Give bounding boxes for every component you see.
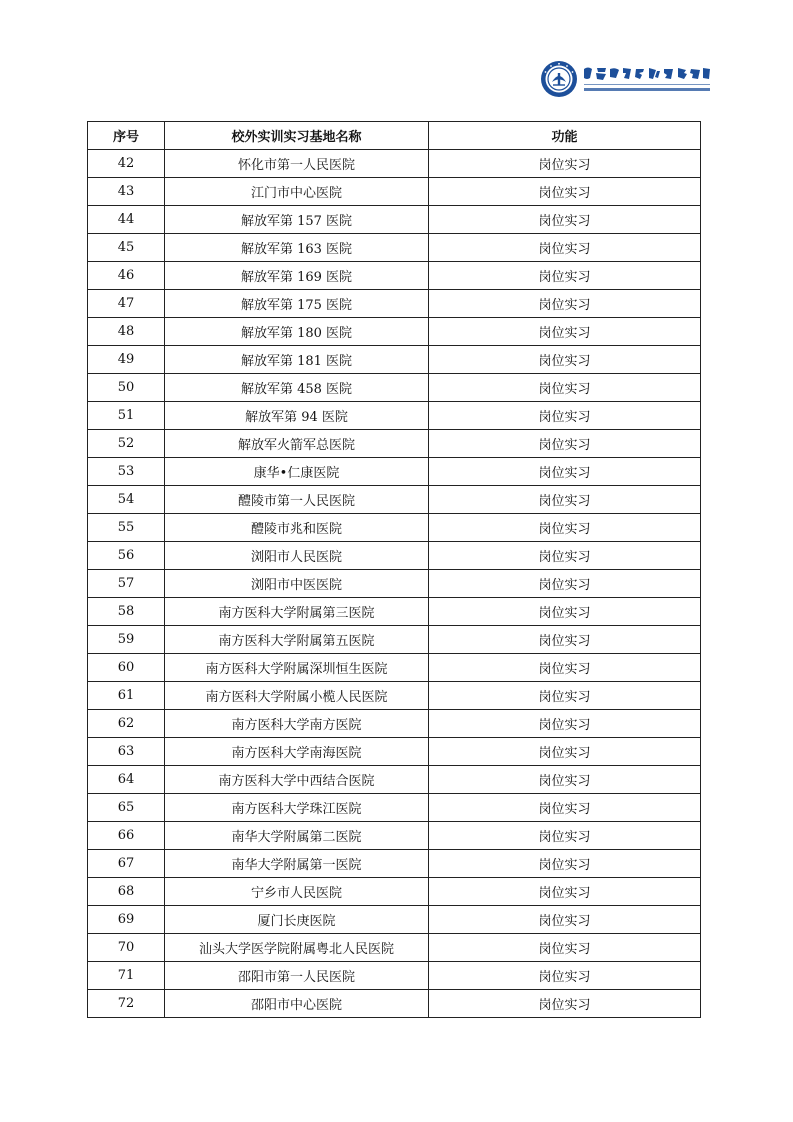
college-logo: [540, 60, 710, 100]
college-seal-icon: [540, 60, 578, 98]
table-row: [88, 822, 701, 850]
row-base-name-cell: 解放军第 175 医院: [165, 290, 429, 318]
table-row: [88, 794, 701, 822]
table-row: [88, 346, 701, 374]
row-base-name-cell: 宁乡市人民医院: [165, 878, 429, 906]
row-base-name-cell: 解放军第 157 医院: [165, 206, 429, 234]
row-base-name-cell: 醴陵市兆和医院: [165, 514, 429, 542]
row-base-name-cell: 南方医科大学中西结合医院: [165, 766, 429, 794]
row-base-name-cell: 南方医科大学南方医院: [165, 710, 429, 738]
row-index-cell: 60: [88, 654, 165, 682]
row-base-name-cell: 南方医科大学南海医院: [165, 738, 429, 766]
table-row: [88, 850, 701, 878]
row-function-cell: 岗位实习: [429, 570, 701, 598]
row-base-name-cell: 邵阳市中心医院: [165, 990, 429, 1018]
row-base-name-cell: 南华大学附属第一医院: [165, 850, 429, 878]
table-row: [88, 178, 701, 206]
table-row: [88, 738, 701, 766]
row-index-cell: 43: [88, 178, 165, 206]
table-row: [88, 934, 701, 962]
row-index-cell: 58: [88, 598, 165, 626]
row-index-cell: 57: [88, 570, 165, 598]
row-function-cell: 岗位实习: [429, 150, 701, 178]
row-function-cell: 岗位实习: [429, 318, 701, 346]
row-function-cell: 岗位实习: [429, 514, 701, 542]
table-row: [88, 766, 701, 794]
row-function-cell: 岗位实习: [429, 794, 701, 822]
row-base-name-cell: 南华大学附属第二医院: [165, 822, 429, 850]
table-row: [88, 570, 701, 598]
row-base-name-cell: 南方医科大学附属第三医院: [165, 598, 429, 626]
table-row: [88, 430, 701, 458]
row-function-cell: 岗位实习: [429, 430, 701, 458]
row-function-cell: 岗位实习: [429, 822, 701, 850]
row-function-cell: 岗位实习: [429, 934, 701, 962]
table-row: [88, 486, 701, 514]
row-index-cell: 71: [88, 962, 165, 990]
table-row: [88, 206, 701, 234]
row-base-name-cell: 南方医科大学附属小榄人民医院: [165, 682, 429, 710]
row-function-cell: 岗位实习: [429, 402, 701, 430]
row-index-cell: 64: [88, 766, 165, 794]
row-index-cell: 55: [88, 514, 165, 542]
table-row: [88, 962, 701, 990]
table-row: [88, 906, 701, 934]
row-function-cell: 岗位实习: [429, 206, 701, 234]
row-function-cell: 岗位实习: [429, 682, 701, 710]
table-row: [88, 374, 701, 402]
row-base-name-cell: 解放军第 163 医院: [165, 234, 429, 262]
row-index-cell: 49: [88, 346, 165, 374]
row-index-cell: 48: [88, 318, 165, 346]
row-index-cell: 56: [88, 542, 165, 570]
row-index-cell: 50: [88, 374, 165, 402]
row-function-cell: 岗位实习: [429, 178, 701, 206]
row-base-name-cell: 醴陵市第一人民医院: [165, 486, 429, 514]
row-function-cell: 岗位实习: [429, 878, 701, 906]
table-row: [88, 234, 701, 262]
row-index-cell: 68: [88, 878, 165, 906]
row-function-cell: 岗位实习: [429, 262, 701, 290]
table-row: [88, 514, 701, 542]
row-function-cell: 岗位实习: [429, 486, 701, 514]
row-base-name-cell: 解放军第 458 医院: [165, 374, 429, 402]
header-index: 序号: [88, 122, 165, 150]
table-row: [88, 626, 701, 654]
table-row: [88, 542, 701, 570]
row-index-cell: 65: [88, 794, 165, 822]
row-base-name-cell: 汕头大学医学院附属粤北人民医院: [165, 934, 429, 962]
row-function-cell: 岗位实习: [429, 598, 701, 626]
table-row: [88, 710, 701, 738]
row-base-name-cell: 解放军第 180 医院: [165, 318, 429, 346]
row-index-cell: 61: [88, 682, 165, 710]
row-function-cell: 岗位实习: [429, 346, 701, 374]
row-function-cell: 岗位实习: [429, 458, 701, 486]
row-base-name-cell: 浏阳市人民医院: [165, 542, 429, 570]
table-row: [88, 318, 701, 346]
row-index-cell: 70: [88, 934, 165, 962]
row-function-cell: 岗位实习: [429, 374, 701, 402]
table-row: [88, 458, 701, 486]
row-function-cell: 岗位实习: [429, 542, 701, 570]
table-row: [88, 654, 701, 682]
row-index-cell: 69: [88, 906, 165, 934]
table-row: [88, 290, 701, 318]
table-row: [88, 878, 701, 906]
table-row: [88, 150, 701, 178]
header-function: 功能: [429, 122, 701, 150]
row-index-cell: 45: [88, 234, 165, 262]
table-row: [88, 682, 701, 710]
row-base-name-cell: 南方医科大学附属第五医院: [165, 626, 429, 654]
row-index-cell: 46: [88, 262, 165, 290]
row-function-cell: 岗位实习: [429, 962, 701, 990]
table-row: [88, 990, 701, 1018]
row-base-name-cell: 邵阳市第一人民医院: [165, 962, 429, 990]
row-index-cell: 66: [88, 822, 165, 850]
row-index-cell: 53: [88, 458, 165, 486]
header-base-name: 校外实训实习基地名称: [165, 122, 429, 150]
row-function-cell: 岗位实习: [429, 234, 701, 262]
row-function-cell: 岗位实习: [429, 906, 701, 934]
row-function-cell: 岗位实习: [429, 654, 701, 682]
row-index-cell: 42: [88, 150, 165, 178]
row-index-cell: 62: [88, 710, 165, 738]
row-function-cell: 岗位实习: [429, 766, 701, 794]
row-index-cell: 67: [88, 850, 165, 878]
row-base-name-cell: 怀化市第一人民医院: [165, 150, 429, 178]
row-function-cell: 岗位实习: [429, 710, 701, 738]
row-base-name-cell: 解放军第 94 医院: [165, 402, 429, 430]
row-base-name-cell: 浏阳市中医医院: [165, 570, 429, 598]
row-function-cell: 岗位实习: [429, 738, 701, 766]
row-function-cell: 岗位实习: [429, 850, 701, 878]
row-function-cell: 岗位实习: [429, 290, 701, 318]
table-row: [88, 262, 701, 290]
row-base-name-cell: 解放军第 169 医院: [165, 262, 429, 290]
row-index-cell: 63: [88, 738, 165, 766]
row-index-cell: 52: [88, 430, 165, 458]
row-index-cell: 51: [88, 402, 165, 430]
row-base-name-cell: 解放军第 181 医院: [165, 346, 429, 374]
table-header-row: [88, 122, 701, 150]
row-base-name-cell: 解放军火箭军总医院: [165, 430, 429, 458]
table-row: [88, 402, 701, 430]
college-name-lettering: [582, 63, 712, 97]
row-function-cell: 岗位实习: [429, 626, 701, 654]
row-function-cell: 岗位实习: [429, 990, 701, 1018]
row-base-name-cell: 南方医科大学附属深圳恒生医院: [165, 654, 429, 682]
row-index-cell: 44: [88, 206, 165, 234]
table-row: [88, 598, 701, 626]
row-index-cell: 47: [88, 290, 165, 318]
row-index-cell: 54: [88, 486, 165, 514]
training-base-table: [87, 121, 701, 1018]
row-base-name-cell: 厦门长庚医院: [165, 906, 429, 934]
row-base-name-cell: 南方医科大学珠江医院: [165, 794, 429, 822]
row-index-cell: 72: [88, 990, 165, 1018]
row-index-cell: 59: [88, 626, 165, 654]
table-body: [88, 150, 701, 1018]
row-base-name-cell: 康华•仁康医院: [165, 458, 429, 486]
row-base-name-cell: 江门市中心医院: [165, 178, 429, 206]
